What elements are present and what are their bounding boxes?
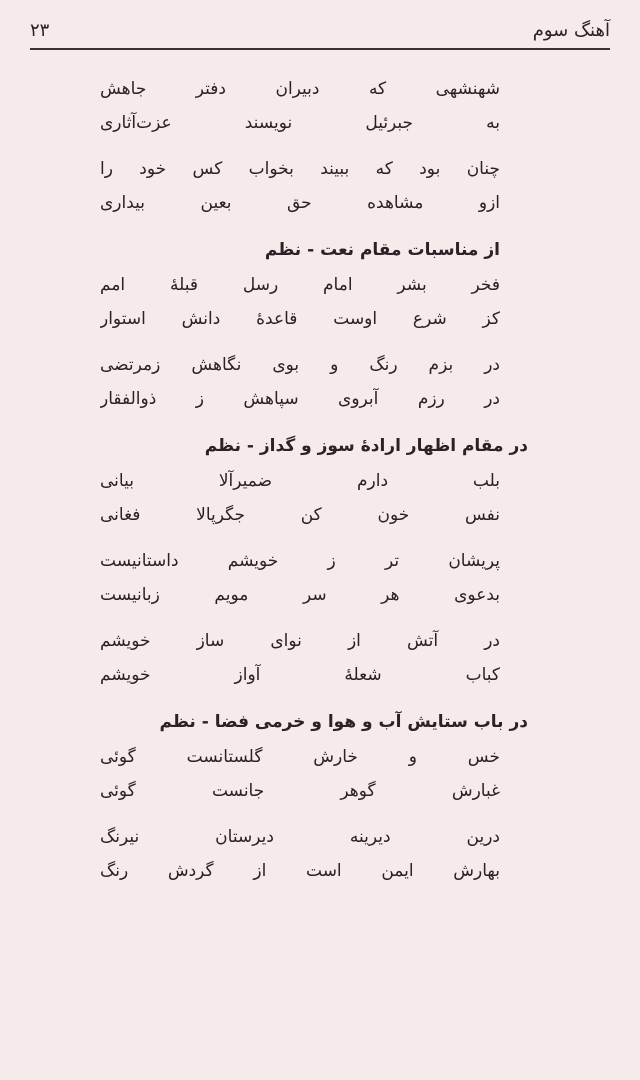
- verse-line: در رزم آبروی سپاهش ز ذوالفقار: [100, 389, 500, 409]
- verse-line: درین دیرینه دیرستان نیرنگ: [100, 827, 500, 847]
- running-title: آهنگ سوم: [532, 19, 610, 41]
- verse-line: بدعوی هر سر مویم زبانیست: [100, 585, 500, 605]
- poem-body: [100, 72, 528, 900]
- verse-line: ازو مشاهده حق بعین بیداری: [100, 193, 500, 213]
- page-header: [30, 12, 610, 50]
- section-heading: در باب ستایش آب و هوا و خرمی فضا - نظم: [159, 712, 528, 732]
- verse-line: غبارش گوهر جانست گوئی: [100, 781, 500, 801]
- verse-line: به جبرئیل نویسند عزت‌آثاری: [100, 113, 500, 133]
- couplet: [100, 624, 500, 692]
- couplet: [100, 820, 500, 888]
- verse-line: چنان بود که ببیند بخواب کس خود را: [100, 159, 500, 179]
- verse-line: فخر بشر امام رسل قبلهٔ امم: [100, 275, 500, 295]
- couplet: [100, 152, 500, 220]
- couplet: [100, 740, 500, 808]
- couplet: [100, 464, 500, 532]
- verse-line: پریشان تر ز خویشم داستانیست: [100, 551, 500, 571]
- verse-line: نفس خون کن جگرپالا فغانی: [100, 505, 500, 525]
- verse-line: در آتش از نوای ساز خویشم: [100, 631, 500, 651]
- verse-line: خس و خارش گلستانست گوئی: [100, 747, 500, 767]
- couplet: [100, 348, 500, 416]
- verse-line: شهنشهی که دبیران دفتر جاهش: [100, 79, 500, 99]
- couplet: [100, 72, 500, 140]
- verse-line: در بزم رنگ و بوی نگاهش زمرتضی: [100, 355, 500, 375]
- verse-line: کز شرع اوست قاعدهٔ دانش استوار: [100, 309, 500, 329]
- verse-line: کباب شعلهٔ آواز خویشم: [100, 665, 500, 685]
- couplet: [100, 544, 500, 612]
- verse-line: بلب دارم ضمیرآلا بیانی: [100, 471, 500, 491]
- section-heading: از مناسبات مقام نعت - نظم: [264, 240, 500, 260]
- section-heading: در مقام اظهار ارادهٔ سوز و گداز - نظم: [204, 436, 528, 456]
- verse-line: بهارش ایمن است از گردش رنگ: [100, 861, 500, 881]
- couplet: [100, 268, 500, 336]
- page-number: ۲۳: [30, 19, 50, 41]
